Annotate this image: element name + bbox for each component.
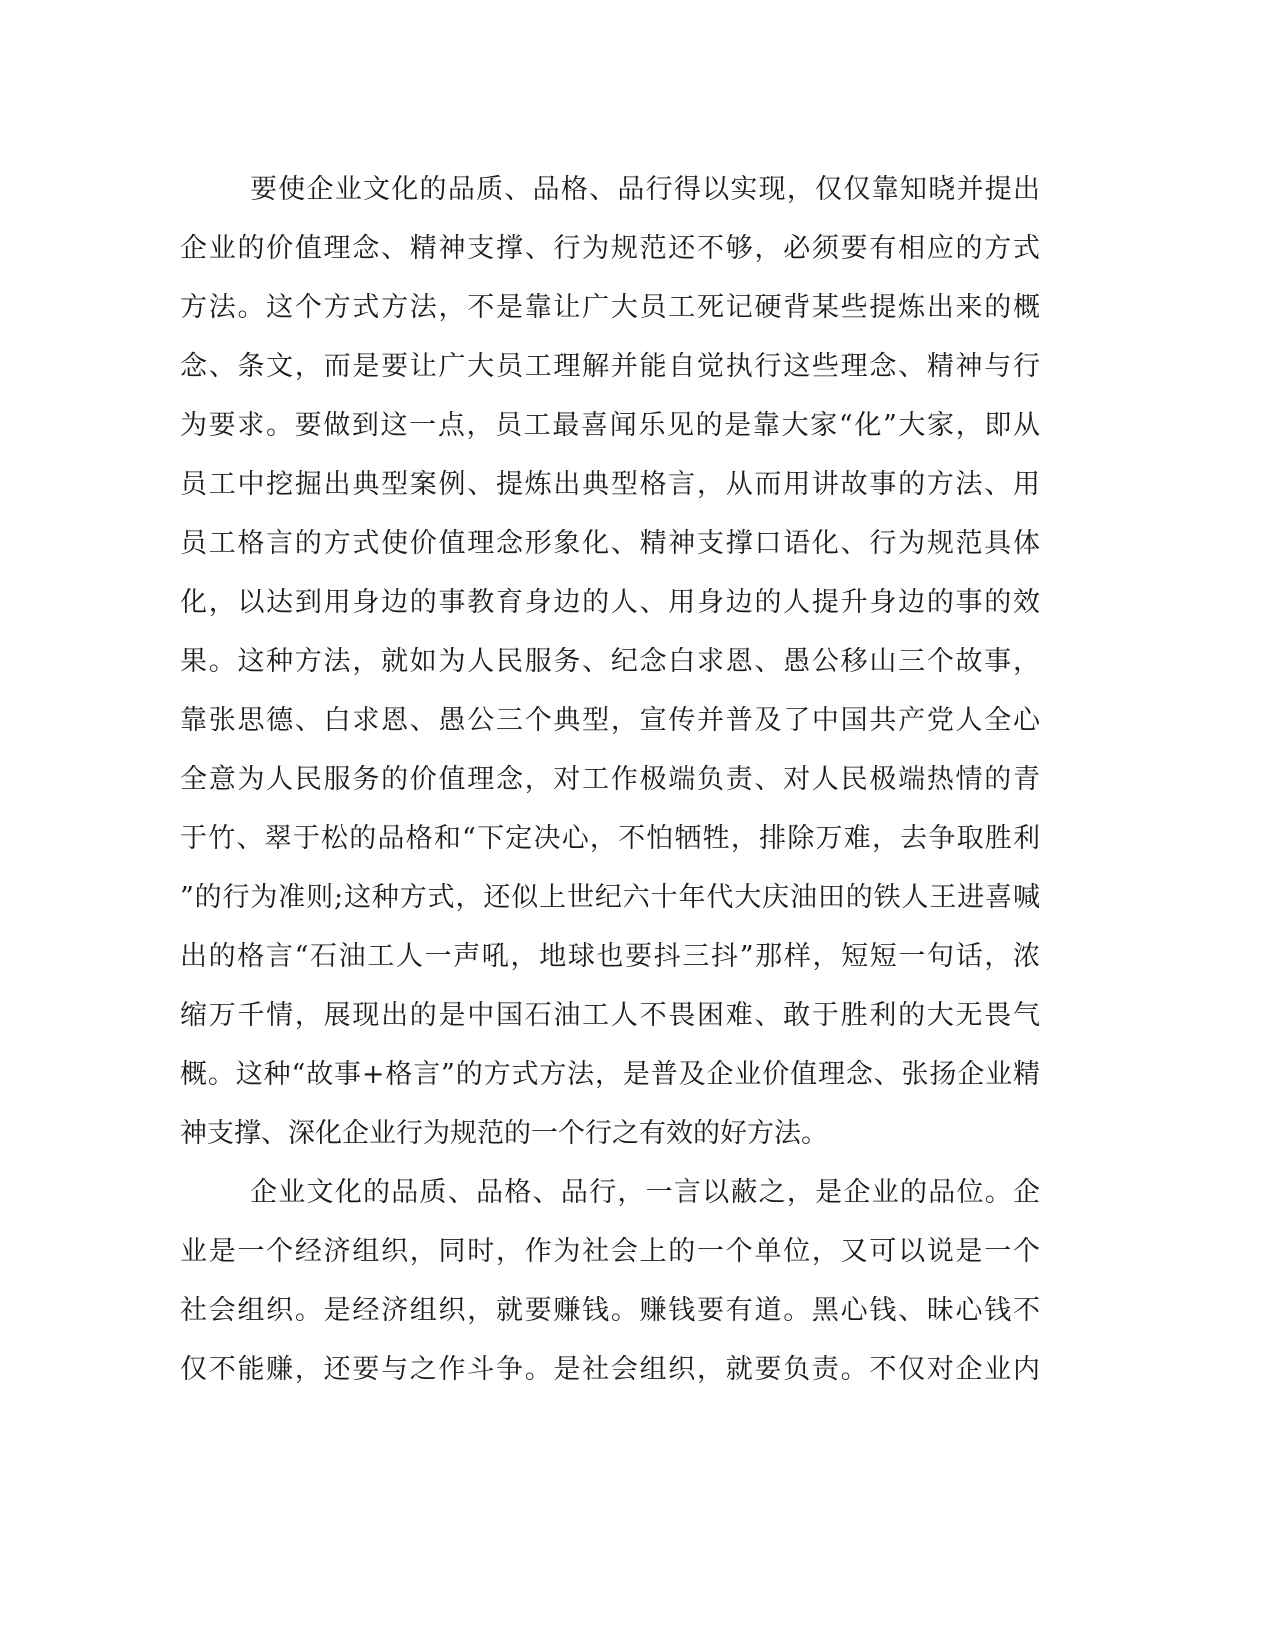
text-line: 化，以达到用身边的事教育身边的人、用身边的人提升身边的事的效 [180, 587, 1040, 618]
body-text [180, 160, 1040, 1399]
text-line: 果。这种方法，就如为人民服务、纪念白求恩、愚公移山三个故事， [180, 646, 1040, 677]
text-line: 仅不能赚，还要与之作斗争。是社会组织，就要负责。不仅对企业内 [180, 1354, 1040, 1385]
text-line: 缩万千情，展现出的是中国石油工人不畏困难、敢于胜利的大无畏气 [180, 1000, 1040, 1031]
text-line: 念、条文，而是要让广大员工理解并能自觉执行这些理念、精神与行 [180, 351, 1040, 382]
text-line: 于竹、翠于松的品格和“下定决心，不怕牺牲，排除万难，去争取胜利 [180, 823, 1040, 854]
text-line: 企业的价值理念、精神支撑、行为规范还不够，必须要有相应的方式 [180, 233, 1040, 264]
text-line: 社会组织。是经济组织，就要赚钱。赚钱要有道。黑心钱、昧心钱不 [180, 1295, 1040, 1326]
text-line: 概。这种“故事+格言”的方式方法，是普及企业价值理念、张扬企业精 [180, 1059, 1040, 1090]
text-line: 业是一个经济组织，同时，作为社会上的一个单位，又可以说是一个 [180, 1236, 1040, 1267]
text-line: 出的格言“石油工人一声吼，地球也要抖三抖”那样，短短一句话，浓 [180, 941, 1040, 972]
text-line: 企业文化的品质、品格、品行，一言以蔽之，是企业的品位。企 [250, 1177, 1040, 1208]
text-line: 神支撑、深化企业行为规范的一个行之有效的好方法。 [180, 1118, 828, 1149]
text-line: 方法。这个方式方法，不是靠让广大员工死记硬背某些提炼出来的概 [180, 292, 1040, 323]
text-line: 员工格言的方式使价值理念形象化、精神支撑口语化、行为规范具体 [180, 528, 1040, 559]
text-line: 为要求。要做到这一点，员工最喜闻乐见的是靠大家“化”大家，即从 [180, 410, 1040, 441]
text-line: 要使企业文化的品质、品格、品行得以实现，仅仅靠知晓并提出 [250, 174, 1040, 205]
text-line: 员工中挖掘出典型案例、提炼出典型格言，从而用讲故事的方法、用 [180, 469, 1040, 500]
text-line: 靠张思德、白求恩、愚公三个典型，宣传并普及了中国共产党人全心 [180, 705, 1040, 736]
text-line: 全意为人民服务的价值理念，对工作极端负责、对人民极端热情的青 [180, 764, 1040, 795]
text-line: ”的行为准则;这种方式，还似上世纪六十年代大庆油田的铁人王进喜喊 [180, 882, 1040, 913]
paragraph-2 [180, 1163, 1040, 1399]
paragraph-1 [180, 160, 1040, 1163]
